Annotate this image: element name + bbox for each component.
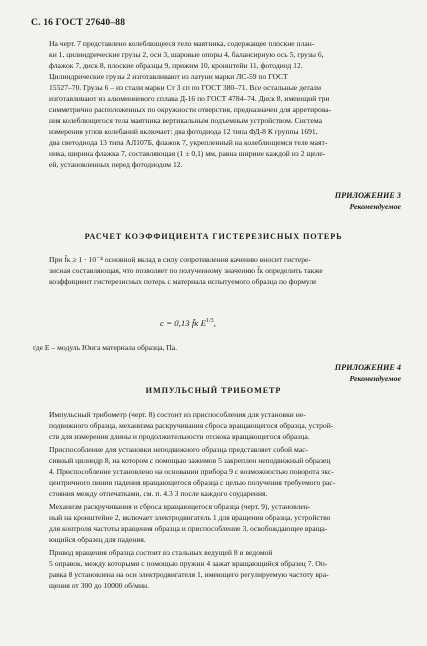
formula-text: c = 0,13 f̄к E [160,318,206,328]
text-line: сивный цилиндр 8, на котором с помощью зажимов 5 закреплен неподвижный образец [49,456,331,465]
text-line: центричного пинии падения вращающегося образца с целью получения требуемого рас- [49,478,336,487]
text-line: равка 8 установлена на оси электродвигателя 1, имеющего регулируемую частоту вра- [49,570,329,579]
formula-end: , [213,318,216,328]
text-line: изготавливают из алюминиевого сплава Д-16 по ГОСТ 4784–74. Диск 8, имеющий три [49,94,330,103]
text-line: ки 1, цилиндрические грузы 2, оси 3, шаровые опоры 4, балансирную ось 5, грузы 6, [49,50,324,59]
text-line: Привод вращения образца состоит из стальных ведущей 8 и ведомой [49,548,273,557]
appendix-4-title: ПРИЛОЖЕНИЕ 4 [334,363,401,372]
text-line: ника, ширина флажка 7, составляющая (1 ± 0,1) мм, равна ширине каждой из 2 щеле- [49,149,326,158]
text-line: При f̄к ≥ 1 · 10⁻⁴ основной вклад в силу сопротивления качению вносит гистере- [49,255,311,264]
text-line: измерения углов колебаний включает: два фотодиода 12 типа ФД-8 К группы 1691, [49,127,318,136]
section-heading-tribometer: ИМПУЛЬСНЫЙ ТРИБОМЕТР [145,386,282,395]
paragraph-drive [33,547,401,591]
formula-power: 1/3 [205,318,214,325]
text-line: ный на кронштейне 2, включает электродвигатель 1 для вращения образца, устройство [49,513,331,522]
text-line: Цилиндрические грузы 2 изготавливают из латуни марки ЛС-59 по ГОСТ [49,72,288,81]
section-heading-hysteresis: РАСЧЕТ КОЭФФИЦИЕНТА ГИСТЕРЕЗИСНЫХ ПОТЕРЬ [84,232,343,241]
paragraph-tribometer [33,409,401,442]
text-line: ния колеблющегося тела маятника вертикальным подъемным устройством. Система [49,116,322,125]
formula [160,318,216,328]
appendix-3-title: ПРИЛОЖЕНИЕ 3 [334,191,401,200]
text-line: флажок 7, диск 8, плоские образцы 9, прижим 10, кронштейн 11, фотодиод 12. [49,61,303,70]
text-line: коэффициент гистерезисных потерь c материала испытуемого образца по формуле [49,277,317,286]
page-header: С. 16 ГОСТ 27640–88 [31,18,126,28]
appendix-3-subtitle: Рекомендуемое [349,202,401,211]
text-line: 15527–70. Грузы 6 – из стали марки Ст 3 сп по ГОСТ 380–71. Все остальные детали [49,83,322,92]
text-line: Приспособление для установки неподвижного образца представляет собой мас- [49,445,309,454]
paragraph-fixture [33,444,401,499]
text-line: стояния между отпечатками, см. п. 4.3 3 после каждого соударения. [49,489,268,498]
text-line: Механизм раскручивания и сброса вращающегося образца (черт. 9), установлен- [49,502,311,511]
text-line: щения от 300 до 10000 об/мин. [49,581,149,590]
appendix-3-label [335,190,401,212]
text-line: ств для измерения длины и продолжительности отскока вращающегося образца. [49,432,310,441]
text-line: Импульсный трибометр (черт. 8) состоит из приспособления для установки не- [49,410,306,419]
text-line: для контроля частоты вращения образца и приспособление 3, освобождающее враща- [49,524,328,533]
text-line: два светодиода 13 типа АЛ107Б, флажок 7, укрепленный на колеблющемся теле маят- [49,138,328,147]
text-line: где E – модуль Юнга материала образца, Па. [33,343,177,352]
text-line: ющийся образец для падения. [49,535,146,544]
paragraph-hysteresis [33,254,401,287]
appendix-4-label [335,362,401,384]
text-line: зисная составляющая, что позволяет по полученному значению f̄к определить также [49,266,323,275]
text-line: 4. Приспособление установлено на основании прибора 9 с возможностью поворота экс- [49,467,334,476]
text-line: симметрично расположенных по окружности отверстия, предназначен для арретирова- [49,105,332,114]
paragraph-materials [33,71,401,170]
appendix-4-subtitle: Рекомендуемое [349,374,401,383]
text-line: На черт. 7 представлено колеблющееся тело маятника, содержащее плоские план- [49,39,315,48]
text-line: подвижного образца, механизма раскручивания сброса вращающегося образца, устрой- [49,421,334,430]
paragraph-pendulum-parts [33,38,401,71]
paragraph-mechanism [33,501,401,545]
text-line: ей, установленных перед фотодиодом 12. [49,160,183,169]
paragraph-young-modulus [33,342,401,353]
text-line: 5 оправок, между которыми с помощью пружин 4 зажат вращающийся образец 7. Оп- [49,559,328,568]
